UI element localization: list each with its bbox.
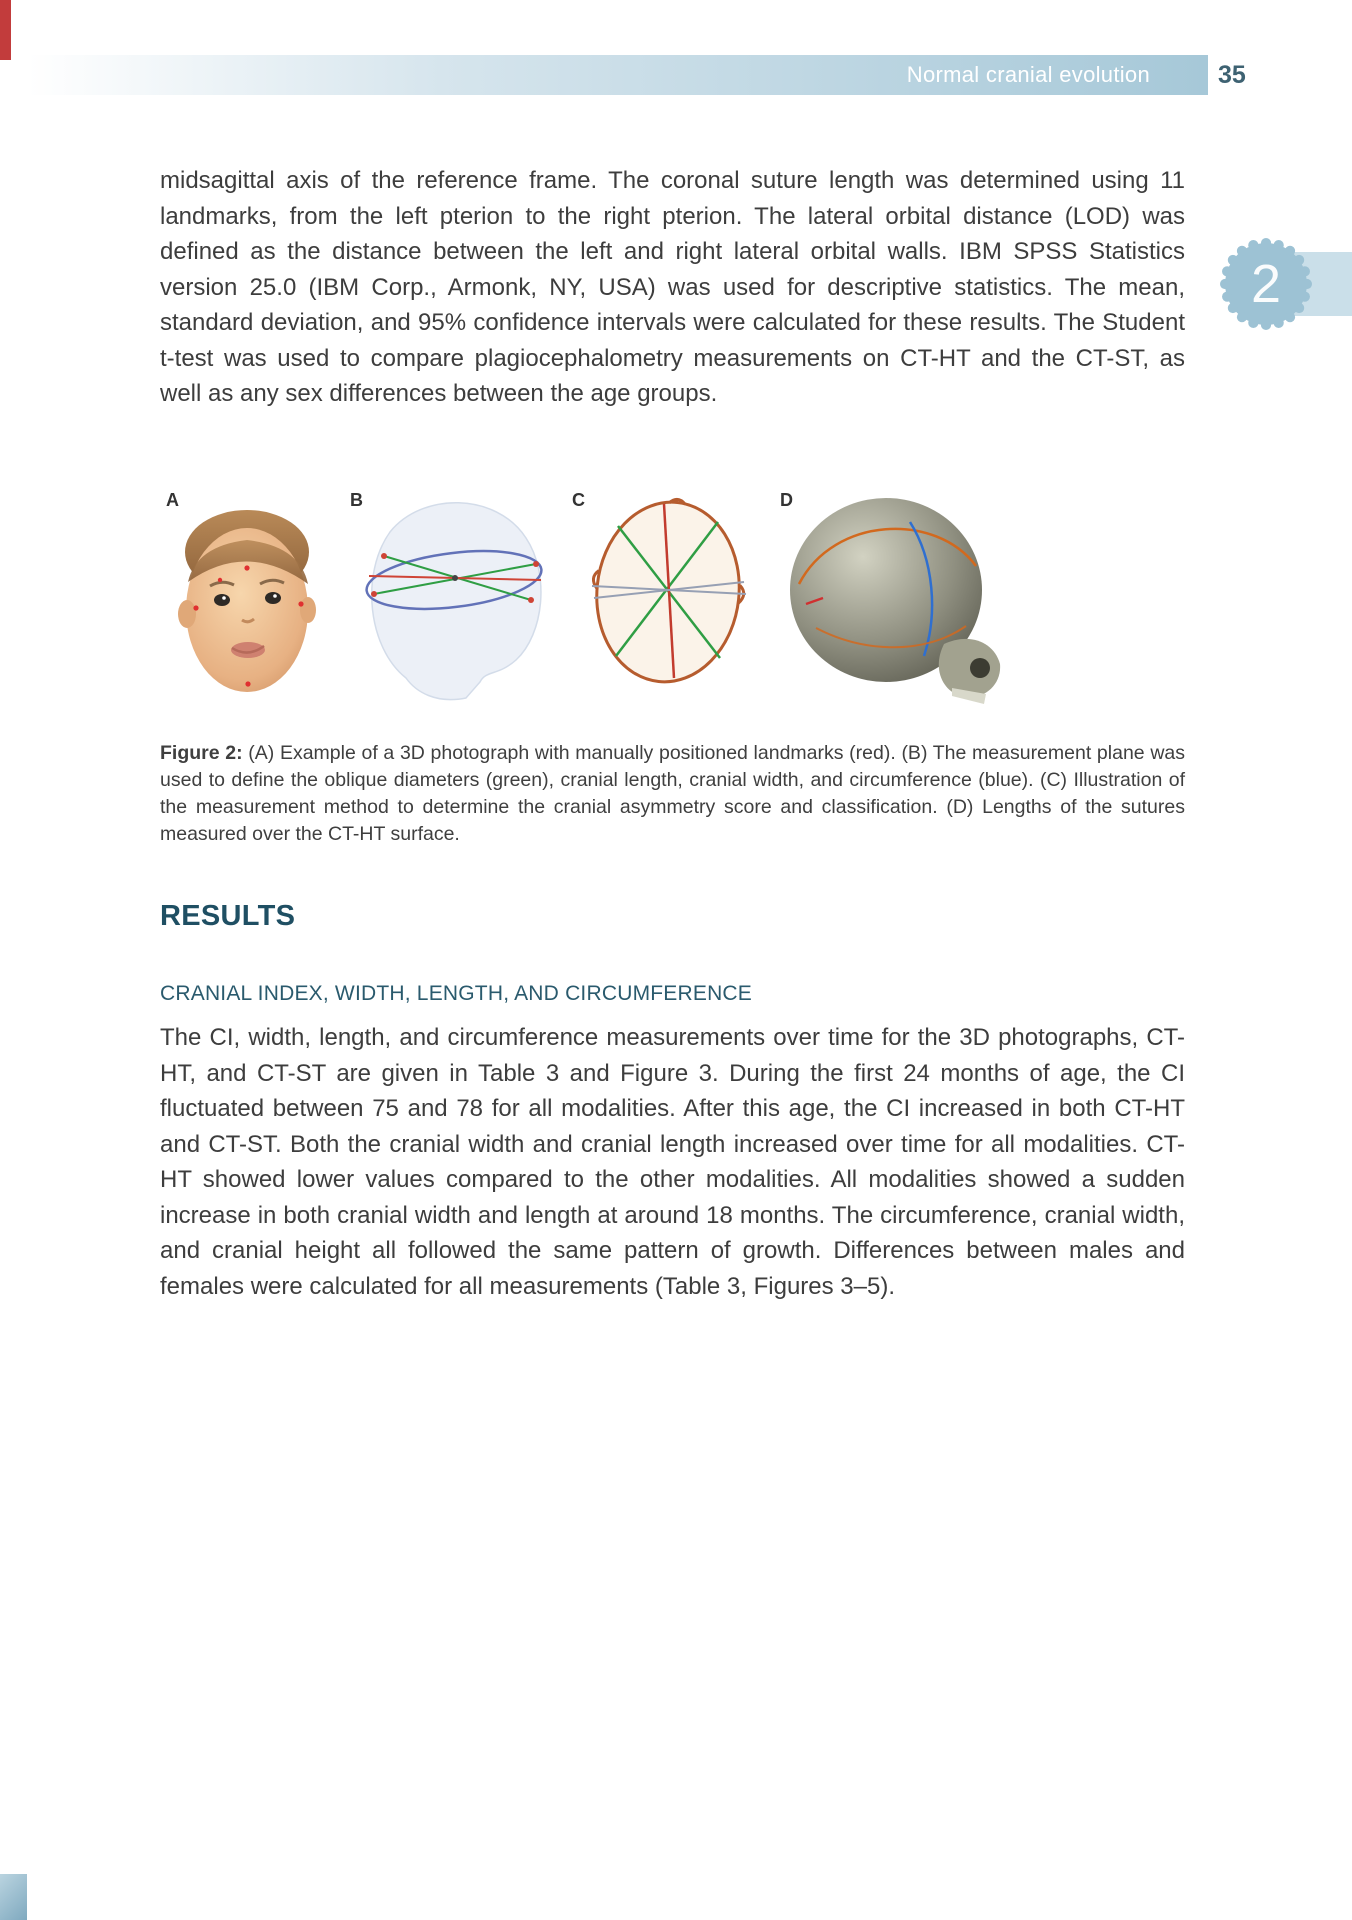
figure2-panel-a (160, 482, 335, 714)
asymmetry-method-diagram-image (566, 482, 772, 714)
chapter-number: 2 (1250, 254, 1282, 314)
panel-label-a: A (166, 490, 179, 510)
results-subheading: CRANIAL INDEX, WIDTH, LENGTH, AND CIRCUMFERENCE (160, 982, 753, 1005)
panel-label-b: B (350, 490, 363, 510)
figure2 (160, 482, 1030, 714)
bottom-left-page-marker (0, 1874, 27, 1920)
results-paragraph: The CI, width, length, and circumference measurements over time for the 3D photographs, CT-HT, and CT-ST are given in Table 3 and Figure 3. During the first 24 months of age, the CI fluctuated between 75 and 78 for all modalities. After this age, the CI increased in both CT-HT and CT-ST. Both the cranial width and cranial length increased over time for all modalities. CT-HT showed lower values compared to the other modalities. All modalities showed a sudden increase in both cranial width and length at around 18 months. The circumference, cranial width, and cranial height all followed the same pattern of growth. Differences between males and females were calculated for all measurements (Table 3, Figures 3–5). (160, 1024, 1185, 1300)
running-header-bar (28, 55, 1208, 95)
panel-label-d: D (780, 490, 793, 510)
figure-caption-label: Figure 2: (160, 742, 243, 764)
running-title: Normal cranial evolution (906, 62, 1150, 87)
figure2-panel-b (344, 482, 566, 714)
panel-label-c: C (572, 490, 585, 510)
intro-paragraph: midsagittal axis of the reference frame. The coronal suture length was determined using 11 landmarks, from the left pterion to the right pterion. The lateral orbital distance (LOD) was defined as the distance between the left and right lateral orbital walls. IBM SPSS Statistics version 25.0 (IBM Corp., Armonk, NY, USA) was used for descriptive statistics. The mean, standard deviation, and 95% confidence intervals were calculated for these results. The Student t-test was used to compare plagiocephalometry measurements on CT-HT and the CT-ST, as well as any sex differences between the age groups. (160, 167, 1185, 407)
figure-caption (160, 740, 1185, 848)
figure2-panel-d (774, 482, 1022, 714)
measurement-plane-mesh-image (344, 482, 566, 714)
results-heading: RESULTS (160, 900, 296, 932)
figure2-panel-c (566, 482, 772, 714)
figure-caption-text: (A) Example of a 3D photograph with manually positioned landmarks (red). (B) The measurement plane was used to define the oblique diameters (green), cranial length, cranial width, and circumference (blue). (C) Illustration of the measurement method to determine the cranial asymmetry score and classification. (D) Lengths of the sutures measured over the CT-HT surface. (160, 742, 1185, 845)
skull-suture-render-image (774, 482, 1022, 714)
top-left-red-tab (0, 0, 11, 60)
page-number: 35 (1218, 60, 1246, 89)
baby-face-3d-photo-image (160, 482, 335, 714)
